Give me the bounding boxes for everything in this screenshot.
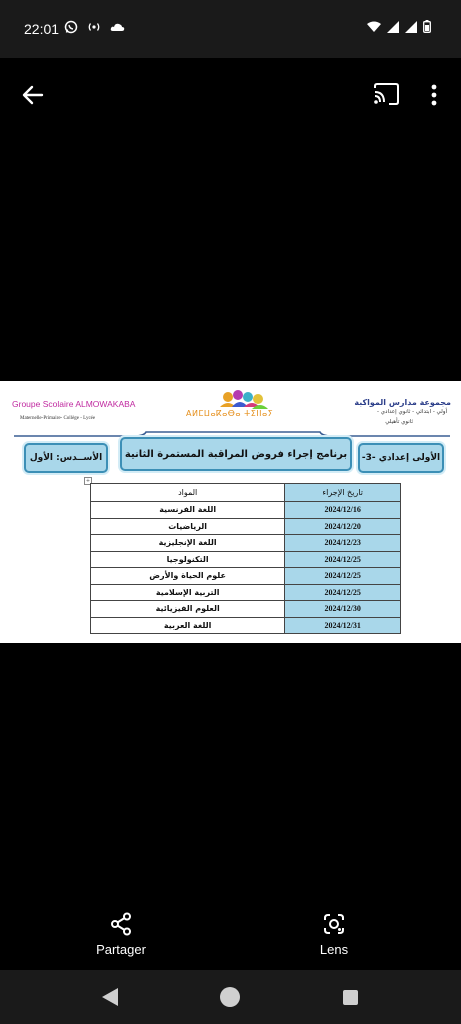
table-row <box>91 601 401 618</box>
date-cell: 2024/12/20 <box>285 518 401 535</box>
status-bar <box>0 0 461 58</box>
header-date: تاريخ الإجراء <box>285 484 401 502</box>
table-row <box>91 502 401 519</box>
date-cell: 2024/12/31 <box>285 617 401 634</box>
document-image[interactable] <box>0 381 461 643</box>
date-cell: 2024/12/23 <box>285 535 401 552</box>
nav-home-icon[interactable] <box>220 987 240 1007</box>
table-row <box>91 551 401 568</box>
semester-box: الأســدس: الأول <box>24 443 108 473</box>
level-box: الأولى إعدادي -3- <box>358 443 444 473</box>
date-cell: 2024/12/25 <box>285 551 401 568</box>
more-options-icon[interactable] <box>424 82 444 108</box>
share-icon <box>110 912 132 936</box>
header-subject: المواد <box>91 484 285 502</box>
subject-cell: الرياضيات <box>91 518 285 535</box>
date-cell: 2024/12/25 <box>285 584 401 601</box>
nav-back-icon[interactable] <box>100 986 120 1008</box>
schedule-table <box>90 483 401 634</box>
school-name-ar: مجموعة مدارس المواكبة <box>354 398 451 407</box>
signal-icon <box>405 21 417 33</box>
status-time: 22:01 <box>24 21 60 37</box>
school-name-fr: Groupe Scolaire ALMOWAKABA <box>12 399 136 409</box>
nav-recent-icon[interactable] <box>343 990 358 1005</box>
subject-cell: اللغة العربية <box>91 617 285 634</box>
table-row <box>91 617 401 634</box>
status-icons-left <box>64 20 125 34</box>
hotspot-icon <box>86 21 102 33</box>
school-levels-ar: أولي - ابتدائي - ثانوي إعدادي - <box>377 409 447 415</box>
cast-icon[interactable] <box>372 82 400 106</box>
wifi-icon <box>367 21 381 33</box>
share-button[interactable] <box>71 912 171 957</box>
logo-text: Αⵍⵎⵡⴰⴽⴰⴱⴰ ⵜⵉⵏⵏⴰⵢ <box>186 409 274 418</box>
whatsapp-icon <box>64 20 78 34</box>
subject-cell: العلوم الفيزيائية <box>91 601 285 618</box>
date-cell: 2024/12/25 <box>285 568 401 585</box>
table-row <box>91 568 401 585</box>
date-cell: 2024/12/16 <box>285 502 401 519</box>
table-row <box>91 535 401 552</box>
table-row <box>91 518 401 535</box>
table-row <box>91 584 401 601</box>
back-arrow-icon[interactable] <box>20 82 46 108</box>
table-header-row <box>91 484 401 502</box>
battery-icon <box>423 20 431 33</box>
school-levels-fr: Maternelle-Primaire- Collège - Lycée <box>20 416 96 421</box>
subject-cell: اللغة الإنجليزية <box>91 535 285 552</box>
lens-icon <box>322 912 346 936</box>
school-levels-ar-2: ثانوي تأهيلي <box>385 419 413 425</box>
status-icons-right <box>367 20 431 33</box>
subject-cell: التربية الإسلامية <box>91 584 285 601</box>
lens-button[interactable] <box>284 912 384 957</box>
lens-label: Lens <box>319 942 349 957</box>
cloud-icon <box>110 22 125 32</box>
signal-icon <box>387 21 399 33</box>
date-cell: 2024/12/30 <box>285 601 401 618</box>
document-title: برنامج إجراء فروض المراقبة المستمرة الثانية <box>120 437 352 471</box>
share-label: Partager <box>96 942 146 957</box>
subject-cell: التكنولوجيا <box>91 551 285 568</box>
table-anchor-icon: + <box>85 478 91 484</box>
subject-cell: اللغة الفرنسية <box>91 502 285 519</box>
subject-cell: علوم الحياة والأرض <box>91 568 285 585</box>
